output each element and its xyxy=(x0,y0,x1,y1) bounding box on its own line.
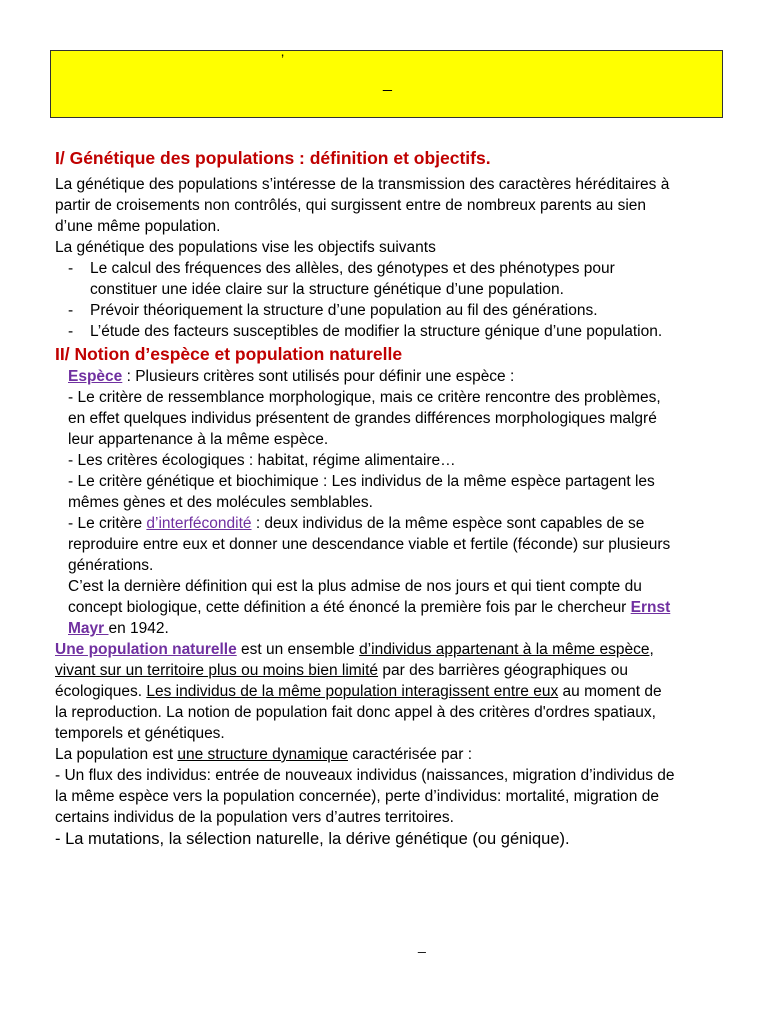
paragraph-line: mêmes gènes et des molécules semblables. xyxy=(68,494,373,511)
paragraph-line: La génétique des populations s’intéresse de la transmission des caractères héréditaires à xyxy=(55,176,670,193)
paragraph-line: - Les critères écologiques : habitat, régime alimentaire… xyxy=(68,452,456,469)
paragraph-line: en effet quelques individus présentent de grandes différences morphologiques malgré xyxy=(68,410,657,427)
paragraph-line: Espèce : Plusieurs critères sont utilisés pour définir une espèce : xyxy=(68,368,515,385)
section-1-title: I/ Génétique des populations : définition et objectifs. xyxy=(55,148,491,168)
paragraph-line: leur appartenance à la même espèce. xyxy=(68,431,329,448)
paragraph-line: Mayr en 1942. xyxy=(68,620,169,637)
espece-block xyxy=(55,366,720,639)
espece-term: Espèce xyxy=(68,368,123,385)
paragraph-line: temporels et génétiques. xyxy=(55,725,225,742)
paragraph-line: - Le critère d’interfécondité : deux individus de la même espèce sont capables de se xyxy=(68,515,645,532)
paragraph-line: certains individus de la population vers d’autres territoires. xyxy=(55,809,454,826)
list-item: - Prévoir théoriquement la structure d’une population au fil des générations. xyxy=(68,300,720,321)
section-2-title: II/ Notion d’espèce et population naturelle xyxy=(55,344,403,364)
paragraph-line: concept biologique, cette définition a été énoncé la première fois par le chercheur Ernst xyxy=(68,599,671,616)
paragraph-line: La population est une structure dynamique caractérisée par : xyxy=(55,746,473,763)
paragraph-line: La génétique des populations vise les objectifs suivants xyxy=(55,239,436,256)
paragraph-line: Une population naturelle est un ensemble d’individus appartenant à la même espèce, xyxy=(55,641,654,658)
paragraph-line: - Le critère génétique et biochimique : Les individus de la même espèce partagent les xyxy=(68,473,655,490)
page-footer-mark: _ xyxy=(418,937,426,953)
header-mark: ’ xyxy=(281,51,285,67)
ernst-mayr-link[interactable]: Mayr xyxy=(68,620,109,637)
paragraph-line: C’est la dernière définition qui est la plus admise de nos jours et qui tient compte du xyxy=(68,578,642,595)
document-body xyxy=(55,146,720,850)
objectives-list xyxy=(55,258,720,342)
paragraph-line: - Le critère de ressemblance morphologique, mais ce critère rencontre des problèmes, xyxy=(68,389,661,406)
paragraph-line: partir de croisements non contrôlés, qui surgissent entre de nombreux parents au sien xyxy=(55,197,647,214)
paragraph-line: - Un flux des individus: entrée de nouveaux individus (naissances, migration d’individus de xyxy=(55,767,675,784)
header-box xyxy=(50,50,723,118)
paragraph-line: générations. xyxy=(68,557,154,574)
paragraph-line: la même espèce vers la population concernée), perte d’individus: mortalité, migration de xyxy=(55,788,659,805)
paragraph-line: reproduire entre eux et donner une descendance viable et fertile (féconde) sur plusieurs xyxy=(68,536,671,553)
list-item: - Le calcul des fréquences des allèles, des génotypes et des phénotypes pour constituer une idée claire sur la structure génétique d’une population. xyxy=(68,258,720,300)
paragraph-line: vivant sur un territoire plus ou moins bien limité par des barrières géographiques ou xyxy=(55,662,628,679)
header-mark: _ xyxy=(383,75,392,92)
list-item: - L’étude des facteurs susceptibles de modifier la structure génique d’une population. xyxy=(68,321,720,342)
paragraph-line: - La mutations, la sélection naturelle, la dérive génétique (ou génique). xyxy=(55,830,570,848)
paragraph-line: d’une même population. xyxy=(55,218,221,235)
interfecondite-link[interactable]: d’interfécondité xyxy=(146,515,252,532)
ernst-mayr-link[interactable]: Ernst xyxy=(630,599,671,616)
paragraph-line: écologiques. Les individus de la même population interagissent entre eux au moment de xyxy=(55,683,662,700)
paragraph-line: la reproduction. La notion de population fait donc appel à des critères d'ordres spatiaux, xyxy=(55,704,656,721)
population-term: Une population naturelle xyxy=(55,641,237,658)
